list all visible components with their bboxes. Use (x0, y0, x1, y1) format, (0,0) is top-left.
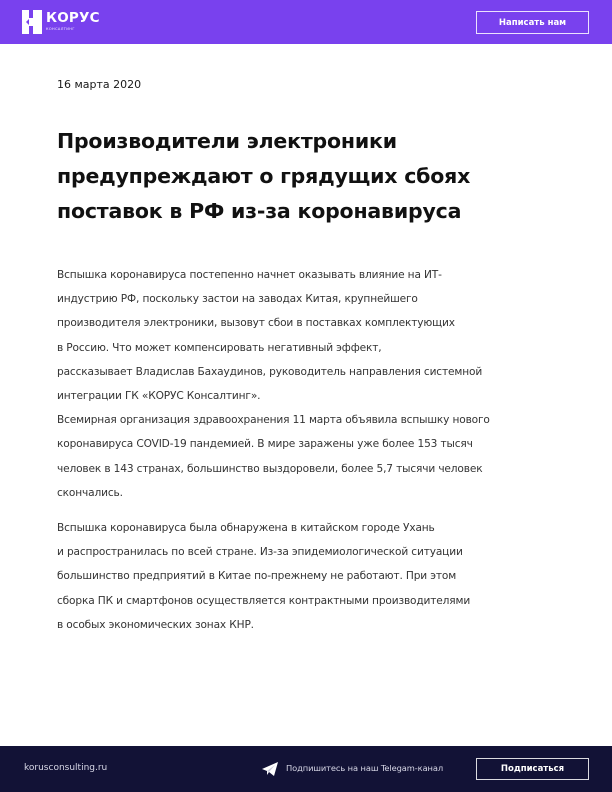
footer (0, 746, 612, 792)
text-line: сборка ПК и смартфонов осуществляется контрактными производителями (57, 594, 471, 607)
article-paragraph-1 (57, 263, 567, 505)
logo-subtitle: КОНСАЛТИНГ (46, 27, 75, 31)
text-line: в особых экономических зонах КНР. (57, 618, 254, 631)
text-line: производителя электроники, вызовут сбои в поставках комплектующих (57, 317, 455, 330)
text-line: Вспышка коронавируса была обнаружена в китайском городе Ухань (57, 522, 435, 534)
text-line: и распространилась по всей стране. Из-за эпидемиологической ситуации (57, 546, 463, 559)
article-title (57, 124, 527, 229)
logo[interactable] (22, 10, 100, 34)
title-line: предупреждают о грядущих сбоях (57, 164, 471, 188)
telegram-icon[interactable] (262, 762, 278, 776)
text-line: в Россию. Что может компенсировать негативный эффект, (57, 341, 382, 354)
text-line: большинство предприятий в Китае по-прежнему не работают. При этом (57, 570, 457, 583)
write-to-us-button[interactable]: Написать нам (476, 11, 589, 34)
text-line: интеграции ГК «КОРУС Консалтинг». (57, 390, 261, 403)
text-line: коронавируса COVID-19 пандемией. В мире заражены уже более 153 тысяч (57, 438, 473, 451)
article-date: 16 марта 2020 (57, 78, 142, 91)
title-line: поставок в РФ из-за коронавируса (57, 199, 462, 223)
title-line: Производители электроники (57, 129, 397, 153)
text-line: рассказывает Владислав Бахаудинов, руководитель направления системной (57, 365, 483, 378)
text-line: человек в 143 странах, большинство выздоровели, более 5,7 тысячи человек (57, 462, 483, 475)
telegram-subscribe-text: Подпишитесь на наш Telegam-канал (286, 763, 444, 773)
text-line: скончались. (57, 486, 123, 499)
text-line: индустрию РФ, поскольку застои на заводах Китая, крупнейшего (57, 293, 418, 306)
subscribe-button[interactable]: Подписаться (476, 758, 589, 780)
header (0, 0, 612, 44)
text-line: Всемирная организация здравоохранения 11 марта объявила вспышку нового (57, 414, 490, 427)
site-link[interactable]: korusconsulting.ru (24, 763, 108, 773)
article-paragraph-2 (57, 516, 567, 637)
korus-logo-icon (22, 10, 42, 34)
text-line: Вспышка коронавируса постепенно начнет оказывать влияние на ИТ- (57, 269, 442, 281)
logo-name: КОРУС (46, 10, 100, 26)
